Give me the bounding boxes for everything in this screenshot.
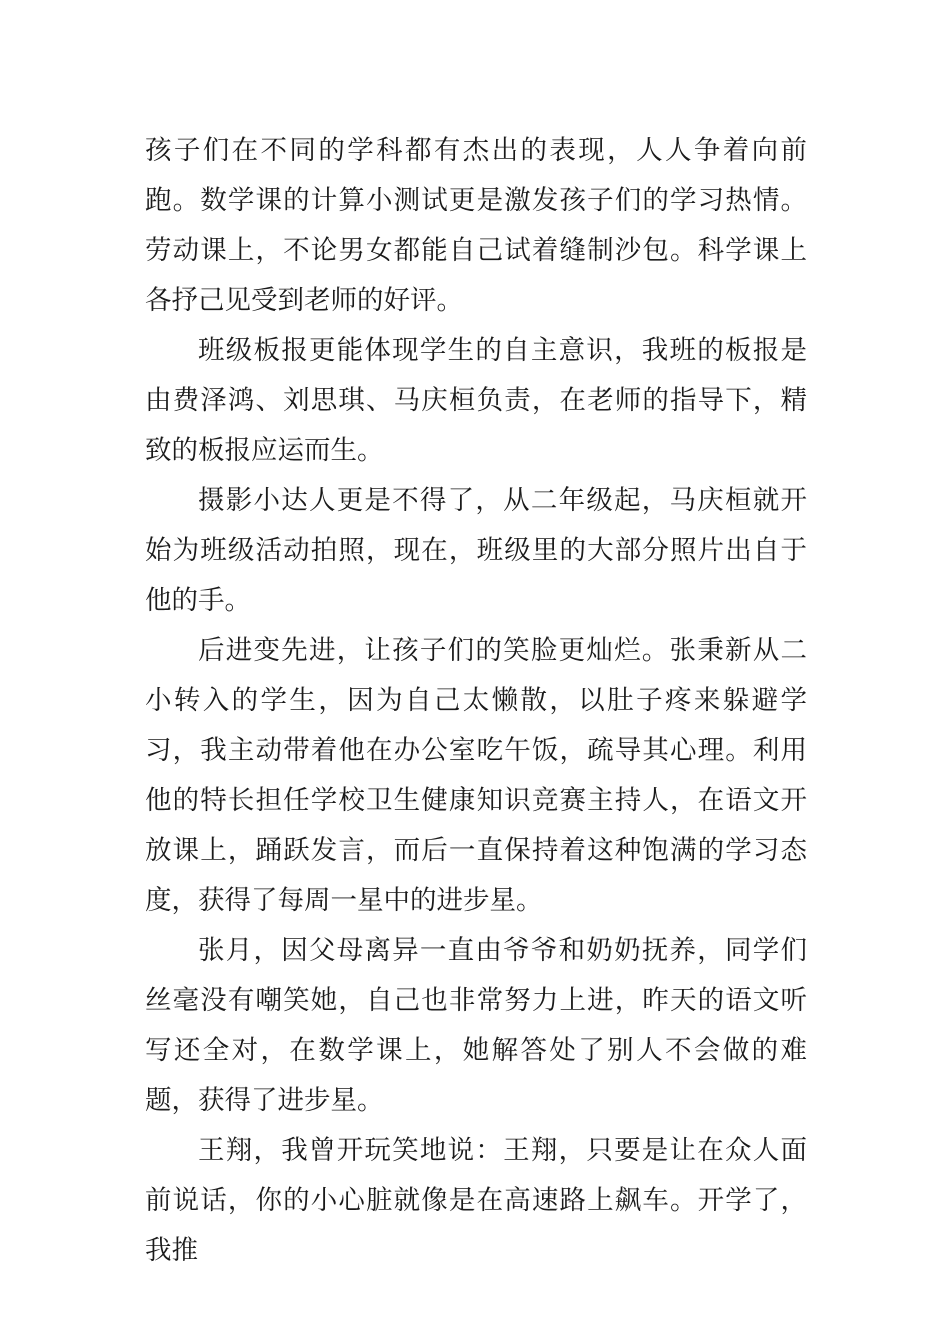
paragraph-3: 摄影小达人更是不得了，从二年级起，马庆桓就开始为班级活动拍照，现在，班级里的大部分照片出自于他的手。 xyxy=(145,485,807,616)
document-body xyxy=(145,126,807,1276)
paragraph-4: 后进变先进，让孩子们的笑脸更灿烂。张秉新从二小转入的学生，因为自己太懒散，以肚子疼来躲避学习，我主动带着他在办公室吃午饭，疏导其心理。利用他的特长担任学校卫生健康知识竞赛主持人，在语文开放课上，踊跃发言，而后一直保持着这种饱满的学习态度，获得了每周一星中的进步星。 xyxy=(145,635,807,916)
paragraph-1: 孩子们在不同的学科都有杰出的表现，人人争着向前跑。数学课的计算小测试更是激发孩子们的学习热情。劳动课上，不论男女都能自己试着缝制沙包。科学课上各抒己见受到老师的好评。 xyxy=(145,135,807,316)
paragraph-6: 王翔，我曾开玩笑地说：王翔，只要是让在众人面前说话，你的小心脏就像是在高速路上飙车。开学了，我推 xyxy=(145,1135,807,1266)
paragraph-2: 班级板报更能体现学生的自主意识，我班的板报是由费泽鸿、刘思琪、马庆桓负责，在老师的指导下，精致的板报应运而生。 xyxy=(145,335,807,466)
paragraph-5: 张月，因父母离异一直由爷爷和奶奶抚养，同学们丝毫没有嘲笑她，自己也非常努力上进，昨天的语文听写还全对，在数学课上，她解答处了别人不会做的难题，获得了进步星。 xyxy=(145,935,807,1116)
